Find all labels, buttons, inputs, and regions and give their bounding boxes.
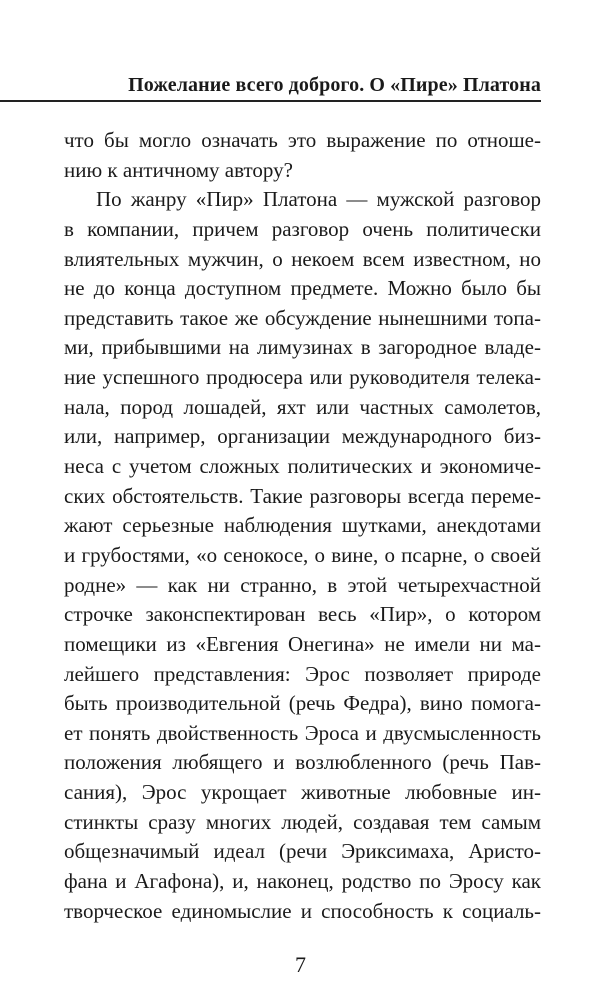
text-line: и грубостями, «о сенокосе, о вине, о псарне, о своей — [64, 542, 541, 567]
text-line: ских обстоятельств. Такие разговоры всегда переме- — [64, 483, 541, 508]
text-line: стинкты сразу многих людей, создавая тем самым — [64, 809, 541, 834]
text-line: влиятельных мужчин, о некоем всем известном, но — [64, 246, 541, 271]
text-line: быть производительной (речь Федра), вино помога- — [64, 691, 541, 716]
text-line: положения любящего и возлюбленного (речь Пав- — [64, 750, 541, 775]
text-line: нала, пород лошадей, яхт или частных самолетов, — [64, 394, 541, 419]
text-line: ние успешного продюсера или руководителя телека- — [64, 365, 541, 390]
text-line: что бы могло означать это выражение по отноше- — [64, 128, 541, 152]
text-line: не до конца доступном предмете. Можно было бы — [64, 276, 541, 301]
text-line: в компании, причем разговор очень политически — [64, 216, 541, 241]
running-header — [0, 72, 541, 102]
text-line: помещики из «Евгения Онегина» не имели ни ма- — [64, 631, 541, 656]
page-number: 7 — [295, 952, 306, 977]
body-text — [64, 126, 541, 926]
text-line: или, например, организации международного биз- — [64, 424, 541, 449]
text-line: представить такое же обсуждение нынешними топа- — [64, 305, 541, 330]
text-line: неса с учетом сложных политических и экономиче- — [64, 454, 541, 479]
text-line: фана и Агафона), и, наконец, родство по Эросу как — [64, 869, 541, 894]
text-line: лейшего представления: Эрос позволяет природе — [64, 661, 541, 686]
text-line: нию к античному автору? — [64, 157, 293, 182]
text-line: строчке законспектирован весь «Пир», о котором — [64, 602, 541, 627]
text-line: родне» — как ни странно, в этой четырехчастной — [64, 572, 541, 597]
text-line: По жанру «Пир» Платона — мужской разговор — [96, 187, 541, 212]
text-line: ми, прибывшими на лимузинах в загородное владе- — [64, 335, 541, 360]
text-line: сания), Эрос укрощает животные любовные ин- — [64, 780, 541, 805]
running-header-title: Пожелание всего доброго. О «Пире» Платона — [128, 74, 541, 96]
text-line: творческое единомыслие и способность к социаль- — [64, 898, 541, 923]
text-line: жают серьезные наблюдения шутками, анекдотами — [64, 513, 541, 538]
text-line: ет понять двойственность Эроса и двусмысленность — [64, 720, 541, 745]
text-line: общезначимый идеал (речи Эриксимаха, Аристо- — [64, 839, 541, 864]
